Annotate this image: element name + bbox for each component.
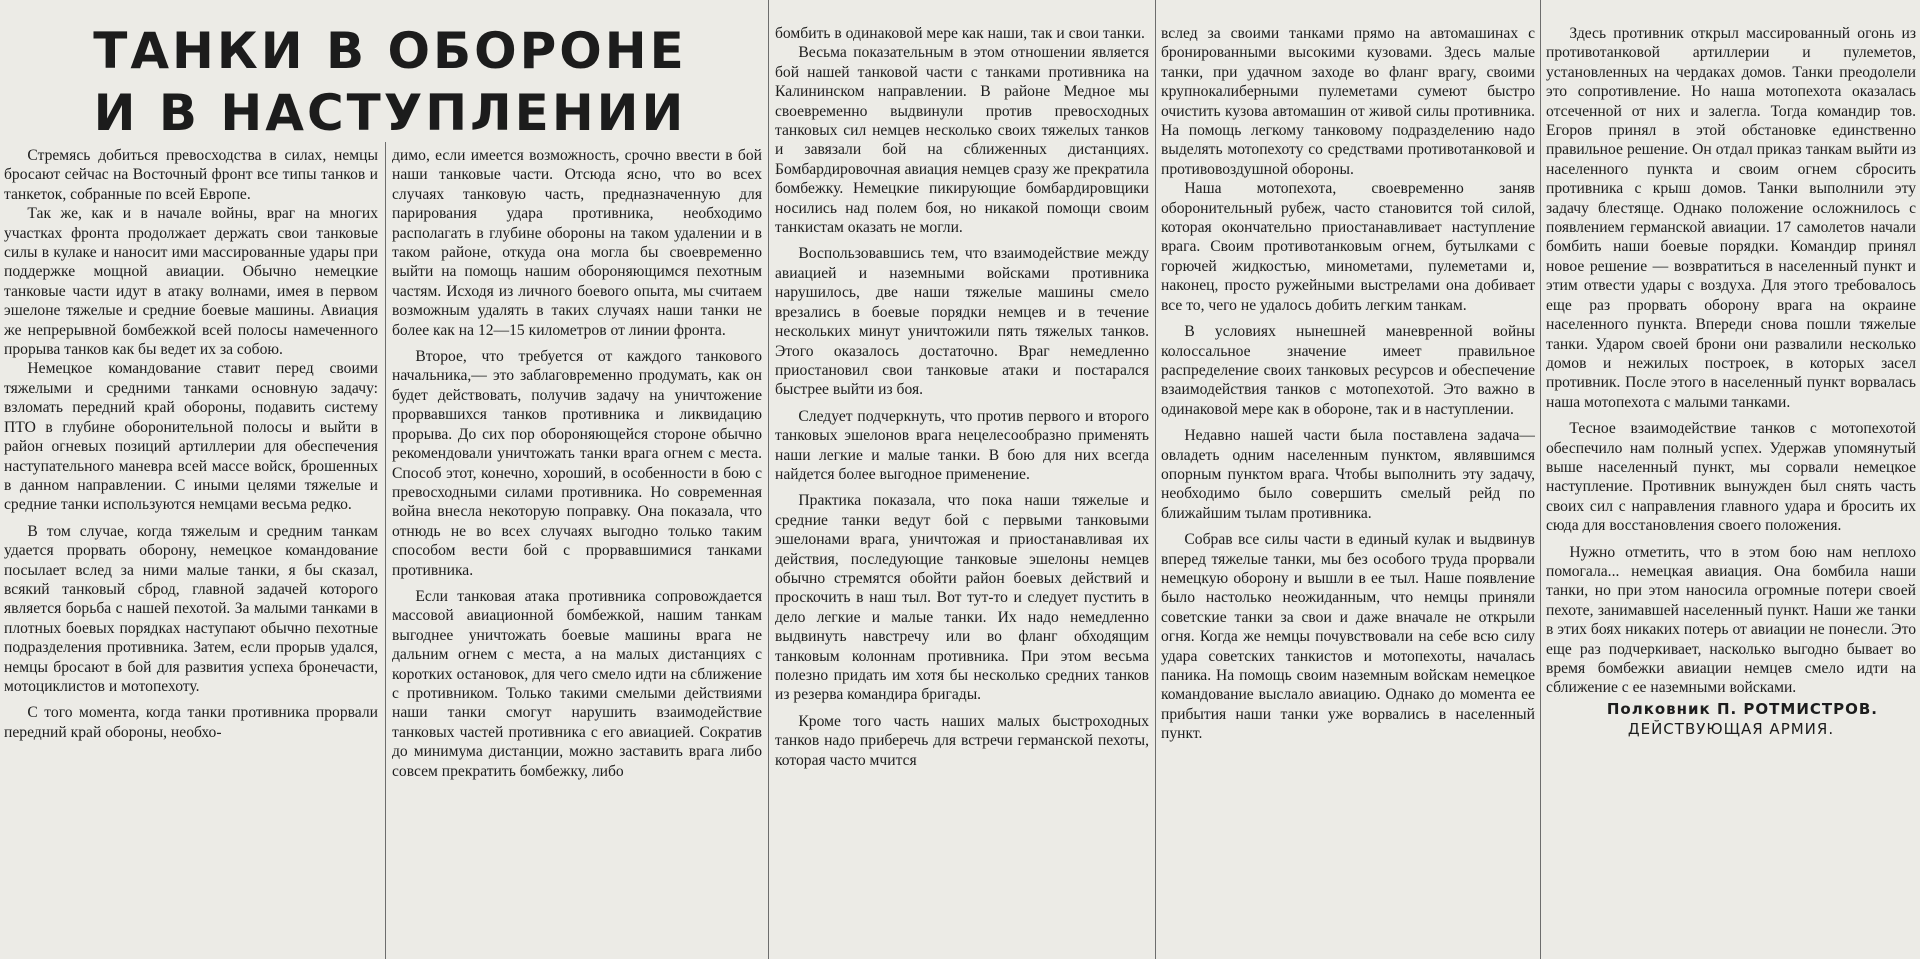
article-paragraph: Практика показала, что пока наши тяжелые и средние танки ведут бой с первыми танковыми эшелонами врага, уничтожая и приостанавливая их действия, последующие танковые эшелоны немцев обычно стремятся обойти район боевых действий и проскочить в наш тыл. Вот тут-то и следует пустить в дело легкие и малые танки. Их надо немедленно выдвинуть навстречу или во фланг обходящим танковым колоннам противника. При этом весьма полезно придать им хотя бы несколько средних танков из резерва командира бригады. xyxy=(775,492,1149,704)
column-5-body xyxy=(1546,24,1916,698)
article-paragraph: В том случае, когда тяжелым и средним танкам удается прорвать оборону, немецкое командование посылает вслед за ними малые танки, я бы сказал, всякий танковый сброд, главной задачей которого является борьба с нашей пехотой. За малыми танками в плотных боевых порядках наступают обычно пехотные подразделения противника. Затем, если прорыв удался, немцы бросают в бой для развития успеха бронечасти, мотоциклистов и мотопехоту. xyxy=(4,522,378,695)
article-column-5 xyxy=(1546,24,1916,955)
article-paragraph: В условиях нынешней маневренной войны колоссальное значение имеет правильное распределение своих танковых ресурсов и обеспечение взаимодействия танков с мотопехотой. Это важно в одинаковой мере как в обороне, так и в наступлении. xyxy=(1161,323,1535,418)
column-divider xyxy=(1155,0,1156,959)
article-paragraph: Так же, как и в начале войны, враг на многих участках фронта продолжает держать свои танковые силы в кулаке и наносит ими массированные удары при поддержке мощной авиации. Обычно немецкие танковые части идут в атаку волнами, имея в первом эшелоне тяжелые и средние боевые машины. Авиация же непрерывной бомбежкой всей полосы намеченного прорыва танков как бы ведет их за собою. xyxy=(4,205,378,359)
article-paragraph: Собрав все силы части в единый кулак и выдвинув вперед тяжелые танки, мы без особого труда прорвали немецкую оборону и вышли в ее тыл. Наше появление было настолько неожиданным, что немцы приняли советские танки за свои и даже вначале не открыли огня. Когда же немцы почувствовали на себе всю силу удара советских танкистов и мотопехоты, началась паника. На помощь своим наземным войскам немецкое командование выслало авиацию. Однако до момента ее прибытия наши танки уже ворвались в населенный пункт. xyxy=(1161,531,1535,743)
article-title: ТАНКИ В ОБОРОНЕ И В НАСТУПЛЕНИИ xyxy=(93,22,687,142)
article-paragraph: Если танковая атака противника сопровождается массовой авиационной бомбежкой, нашим танкам выгоднее уничтожать боевые машины врага не дальним огнем с места, а на малых дистанциях с коротких остановок, для чего смело идти на сближение с противником. Только такими смелыми действиями наши танки смогут нарушить взаимодействие танковых частей противника с его авиацией. Сократив до минимума дистанции, можно заставить врага либо совсем прекратить бомбежку, либо xyxy=(392,587,762,780)
article-paragraph: димо, если имеется возможность, срочно ввести в бой наши танковые части. Отсюда ясно, что во всех случаях танковую часть, предназначенную для парирования удара противника, необходимо располагать в глубине обороны на таком удалении и в таком районе, откуда она могла бы своевременно выйти на помощь нашим обороняющимся пехотным частям. Исходя из личного боевого опыта, мы считаем возможным удалять в таких случаях наши танки не более как на 12—15 километров от линии фронта. xyxy=(392,147,762,339)
dateline: ДЕЙСТВУЮЩАЯ АРМИЯ. xyxy=(1627,720,1835,739)
article-paragraph: Воспользовавшись тем, что взаимодействие между авиацией и наземными войсками противника нарушилось, две наши тяжелые машины смело врезались в боевые порядки немцев и в течение нескольких минут уничтожили пять тяжелых танков. Этого оказалось достаточно. Враг немедленно приостановил свои танковые атаки и постарался быстрее выйти из боя. xyxy=(775,245,1149,399)
article-column-4 xyxy=(1161,24,1535,955)
article-paragraph: Второе, что требуется от каждого танкового начальника,— это заблаговременно продумать, как он будет действовать, получив задачу на уничтожение прорвавшихся танков противника и ликвидацию прорыва. До сих пор обороняющейся стороне обычно рекомендовали уничтожать танки врага огнем с места. Способ этот, конечно, хороший, в особенности в бою с превосходными силами противника. Но современная война внесла некоторую поправку. Она показала, что отнюдь не во всех случаях выгодно только таким способом вести бой с прорвавшимися танками противника. xyxy=(392,348,762,579)
article-column-2 xyxy=(392,146,762,955)
article-paragraph: С того момента, когда танки противника прорвали передний край обороны, необхо- xyxy=(4,704,378,741)
article-paragraph: Стремясь добиться превосходства в силах, немцы бросают сейчас на Восточный фронт все типы танков и танкеток, собранные по всей Европе. xyxy=(4,147,378,203)
article-paragraph: вслед за своими танками прямо на автомашинах с бронированными высокими кузовами. Здесь малые танки, при удачном заходе во фланг врагу, своими крупнокалиберными пулеметами сумеют быстро очистить кузова автомашин от живой силы противника. На помощь легкому танковому подразделению надо выделять мотопехоту со средствами противотанковой и противовоздушной обороны. xyxy=(1161,25,1535,178)
column-divider xyxy=(385,142,386,959)
column-divider xyxy=(768,0,769,959)
article-paragraph: Тесное взаимодействие танков с мотопехотой обеспечило нам полный успех. Удержав упомянутый выше населенный пункт, мы сорвали немецкое наступление. Противник вынужден был снять часть своих сил с направления главного удара и бросить их сюда для восстановления своего положения. xyxy=(1546,420,1916,535)
article-column-1 xyxy=(4,146,378,955)
article-paragraph: Нужно отметить, что в этом бою нам неплохо помогала... немецкая авиация. Она бомбила наши танки, но при этом наносила огромные потери своей пехоте, занимавшей населенный пункт. Наши же танки в этих боях никаких потерь от авиации не понесли. Это еще раз подчеркивает, насколько выгодно бывает во время бомбежки авиации немцев смело идти на сближение с ее наземными войсками. xyxy=(1546,543,1916,697)
article-column-3 xyxy=(775,24,1149,955)
article-paragraph: Следует подчеркнуть, что против первого и второго танковых эшелонов врага нецелесообразно применять наши легкие и малые танки. В бою для них всегда найдется более выгодное применение. xyxy=(775,407,1149,483)
article-paragraph: Немецкое командование ставит перед своими тяжелыми и средними танками основную задачу: взломать передний край обороны, подавить систему ПТО в глубине оборонительной полосы и выйти в район огневых позиций артиллерии для обеспечения наступательного маневра всей массе войск, брошенных в данном направлении. С иными целями тяжелые и средние танки используются немцами весьма редко. xyxy=(4,360,378,514)
article-paragraph: Наша мотопехота, своевременно заняв оборонительный рубеж, часто становится той силой, которая окончательно приостанавливает наступление врага. Своим противотанковым огнем, бутылками с горючей жидкостью, минометами, пулеметами и, наконец, просто ружейными выстрелами она добивает все то, чего не удалось добить легким танкам. xyxy=(1161,180,1535,314)
article-paragraph: Кроме того часть наших малых быстроходных танков надо приберечь для встречи германской пехоты, которая часто мчится xyxy=(775,712,1149,769)
article-paragraph: Недавно нашей части была поставлена задача—овладеть одним населенным пунктом, являвшимся опорным пунктом врага. Чтобы выполнить эту задачу, необходимо было совершить смелый рейд по ближайшим тылам противника. xyxy=(1161,427,1535,522)
article-paragraph: бомбить в одинаковой мере как наши, так и свои танки. xyxy=(775,25,1145,42)
column-divider xyxy=(1540,0,1541,959)
article-paragraph: Весьма показательным в этом отношении является бой нашей танковой части с танками противника на Калининском направлении. В районе Медное мы своевременно выдвинули против превосходных танковых сил немцев несколько своих тяжелых танков и завязали бой на сближенных дистанциях. Бомбардировочная авиация немцев сразу же прекратила бомбежку. Немецкие пикирующие бомбардировщики носились над полем боя, но никакой помощи своим танкистам оказать не могли. xyxy=(775,44,1149,237)
author-signature: Полковник П. РОТМИСТРОВ. xyxy=(1606,699,1878,718)
article-paragraph: Здесь противник открыл массированный огонь из противотанковой артиллерии и пулеметов, установленных на чердаках домов. Танки преодолели это сопротивление. Но наша мотопехота оказалась отсеченной от них и залегла. Тогда командир тов. Егоров принял в этой обстановке единственно правильное решение. Он отдал приказ танкам выйти из населенного пункта и своим огнем сбросить противника с крыш домов. Танки выполнили эту задачу блестяще. Однако положение осложнилось с появлением германской авиации. 17 самолетов начали бомбить наши боевые порядки. Командир принял новое решение — возвратиться в населенный пункт и этим отвести удары с воздуха. Для этого требовалось еще раз прорвать оборону врага на окраине населенного пункта. Впереди снова пошли тяжелые танки. Ударом своей брони они развалили несколько домов и нежилых построек, в которых засел противник. После этого в населенный пункт ворвалась наша мотопехота с малыми танками. xyxy=(1546,25,1916,411)
